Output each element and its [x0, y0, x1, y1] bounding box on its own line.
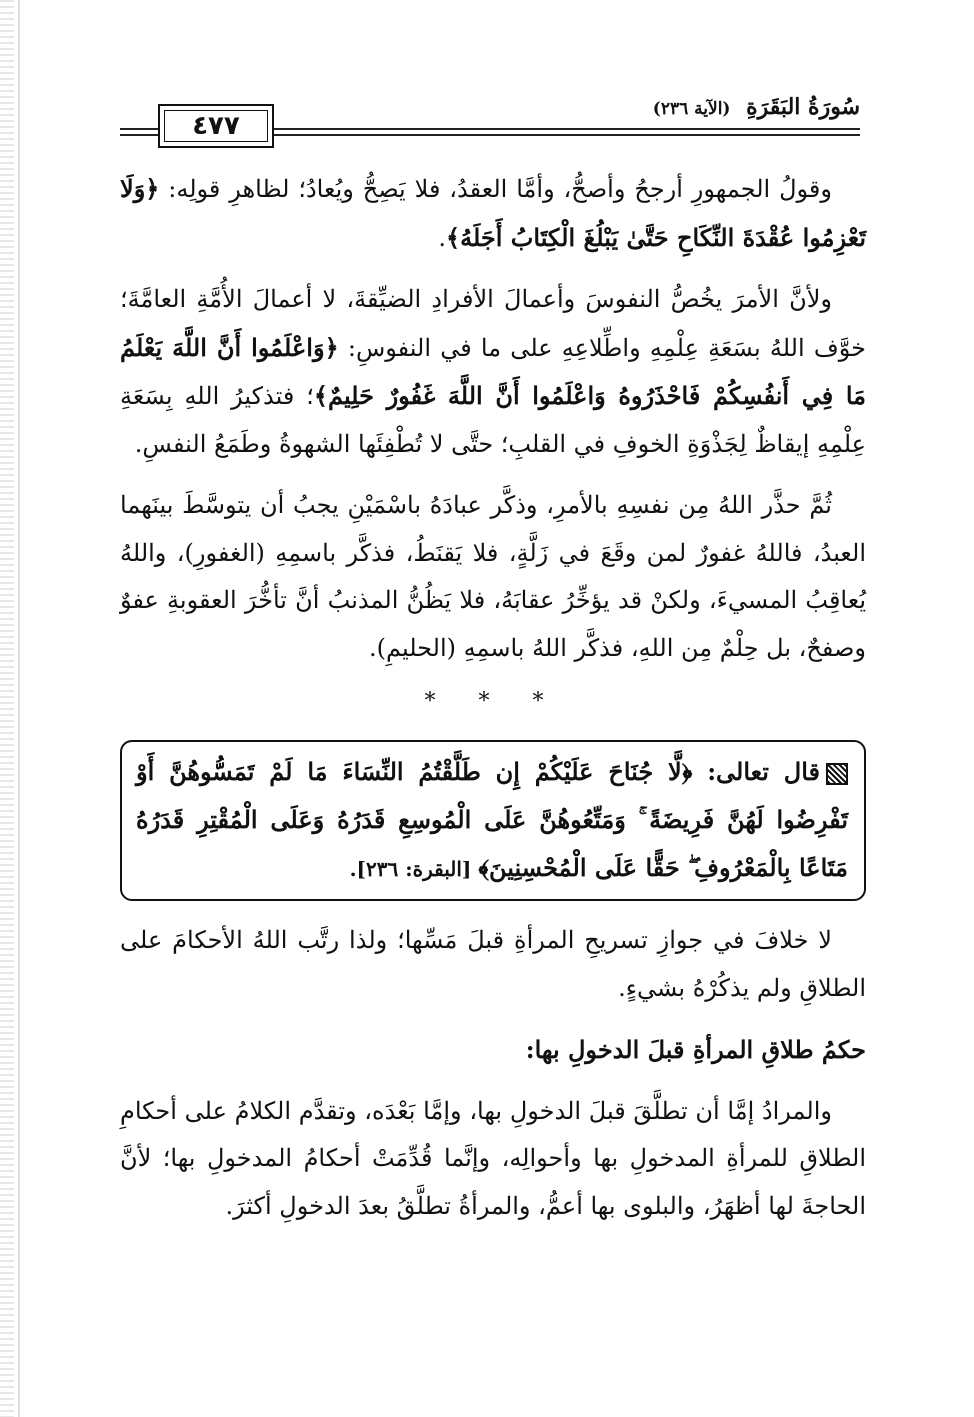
scan-edge: [0, 0, 14, 1417]
verse-intro: قال تعالى:: [692, 757, 820, 786]
section-heading: حكمُ طلاقِ المرأةِ قبلَ الدخولِ بها:: [525, 1035, 866, 1064]
quran-verse: ﴿لَّا جُنَاحَ عَلَيْكُمْ إِن طَلَّقْتُمُ النِّسَاءَ مَا لَمْ تَمَسُّوهُنَّ أَوْ تَفْرِضُوا لَهُنَّ فَرِيضَةً ۚ وَمَتِّعُوهُنَّ عَلَى الْمُوسِعِ قَدَرُهُ وَعَلَى الْمُقْتِرِ قَدَرُهُ مَتَاعًا بِالْمَعْرُوفِ ۖ حَقًّا عَلَى الْمُحْسِنِينَ﴾: [136, 757, 848, 882]
paragraph: [120, 165, 866, 262]
quran-quote: ﴿وَاعْلَمُوا أَنَّ اللَّهَ يَعْلَمُ مَا فِي أَنفُسِكُمْ فَاحْذَرُوهُ وَاعْلَمُوا أَنَّ اللَّهَ غَفُورٌ حَلِيمٌ﴾: [120, 332, 866, 410]
running-title: [643, 94, 860, 120]
paragraph: [120, 917, 866, 1012]
ayah-reference: (الآية ٢٣٦): [652, 99, 731, 119]
paragraph-text: لا خلافَ في جوازِ تسريحِ المرأةِ قبلَ مَسِّها؛ ولذا رتَّب اللهُ الأحكامَ على الطلاقِ ولم يذكُرْهُ بشيءٍ.: [120, 926, 866, 1002]
paragraph-text: ولأنَّ الأمرَ يخُصُّ النفوسَ وأعمالَ الأفرادِ الضيِّقةَ، لا أعمالَ الأُمَّةِ العامَّةَ؛ خوَّف اللهُ بسَعَةِ عِلْمِهِ واطِّلاعِهِ على ما في النفوسِ:: [120, 285, 866, 362]
verse-reference: [البقرة: ٢٣٦].: [349, 857, 479, 881]
paragraph: [120, 1088, 866, 1231]
verse-box: [120, 740, 866, 901]
paragraph-text: والمرادُ إمَّا أن تطلَّقَ قبلَ الدخولِ بها، وإمَّا بَعْدَه، وتقدَّم الكلامُ على أحكامِ الطلاقِ للمرأةِ المدخولِ بها وأحوالِه، وإنَّما قُدِّمَتْ أحكامُ المدخولِ بها؛ لأنَّ الحاجةَ لها أظهَرُ، والبلوى بها أعمُّ، والمرأةُ تطلَّقُ بعدَ الدخولِ أكثرَ.: [120, 1096, 866, 1220]
paragraph: [120, 482, 866, 672]
surah-title: سُورَةُ البَقَرَةِ: [746, 94, 860, 120]
ornament-icon: [826, 763, 848, 785]
page-body: [120, 165, 866, 1244]
paragraph-text: ثُمَّ حذَّر اللهُ مِن نفسِهِ بالأمرِ، وذكَّر عبادَهُ باسْمَيْنِ يجبُ أن يتوسَّطَ بينَهما العبدُ، فاللهُ غفورٌ لمن وقَعَ في زَلَّةٍ، فلا يَقنَطُ، فذكَّر باسمِهِ (الغفورِ)، واللهُ يُعاقِبُ المسيءَ، ولكنْ قد يؤخِّرُ عقابَهُ، فلا يَظُنُّ المذنبُ أنَّ تأخُّرَ العقوبةِ عفوٌ وصفحٌ، بل حِلْمٌ مِن اللهِ، فذكَّر اللهُ باسمِهِ (الحليمِ).: [120, 491, 866, 662]
page-number-box: [158, 104, 274, 148]
quran-quote: ﴿وَلَا تَعْزِمُوا عُقْدَةَ النِّكَاحِ حَتَّىٰ يَبْلُغَ الْكِتَابُ أَجَلَهُ﴾: [120, 174, 866, 252]
paragraph-text: ؛ فتذكيرُ اللهِ بِسَعَةِ عِلْمِهِ إيقاظٌ لِجَذْوَةِ الخوفِ في القلبِ؛ حتَّى لا تُطْفِئَها الشهوةُ وطَمَعُ النفسِ.: [120, 382, 866, 458]
page-number: ٤٧٧: [164, 110, 268, 142]
paragraph: [120, 276, 866, 468]
paragraph-text: .: [438, 223, 447, 252]
scan-edge-line: [18, 0, 20, 1417]
paragraph-text: وقولُ الجمهورِ أرجحُ وأصحُّ، وأمَّا العقدُ، فلا يَصِحُّ ويُعادُ؛ لظاهرِ قولِه:: [159, 175, 832, 203]
page-header: [120, 92, 860, 152]
section-separator: * * *: [424, 689, 562, 714]
